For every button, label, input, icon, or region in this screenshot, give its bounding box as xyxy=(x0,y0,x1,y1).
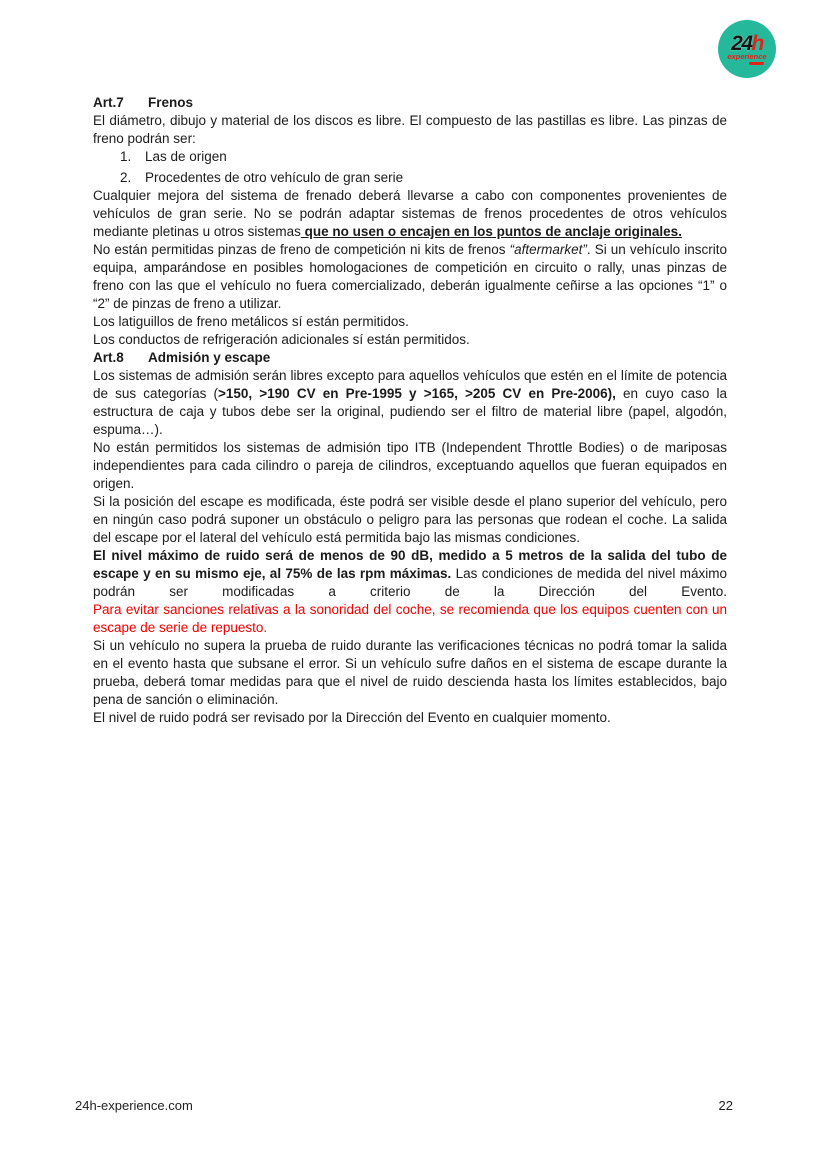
list-item-number: 1. xyxy=(120,149,132,164)
art8-paragraph-recomendacion-red: Para evitar sanciones relativas a la sonoridad del coche, se recomienda que los equipos cuenten con un escape de serie de repuesto. xyxy=(93,602,727,635)
art8-paragraph-ruido-maximo xyxy=(93,547,727,601)
footer-page-number: 22 xyxy=(718,1098,733,1113)
text-segment-bold-underline: que no usen o encajen en los puntos de anclaje originales. xyxy=(300,224,682,239)
art7-paragraph-pinzas xyxy=(93,241,727,313)
text-segment: Los sistemas de admisión serán libres excepto para aquellos vehículos que estén en el límite de potencia de sus categorías ( xyxy=(93,368,727,401)
heading-art7-title: Frenos xyxy=(148,95,194,110)
list-item xyxy=(93,169,727,187)
logo-squiggle-decoration xyxy=(749,62,764,65)
text-segment: en cuyo caso la estructura de caja y tubos debe ser la original, pudiendo ser el filtro de material libre (papel, algodón, espuma…). xyxy=(93,386,728,437)
art7-paragraph-intro: El diámetro, dibujo y material de los discos es libre. El compuesto de las pastillas es libre. Las pinzas de freno podrán ser: xyxy=(93,113,727,146)
logo-24: 24 xyxy=(731,31,752,55)
art8-paragraph-itb: No están permitidos los sistemas de admisión tipo ITB (Independent Throttle Bodies) o de mariposas independientes para cada cilindro o pareja de cilindros, exceptuando aquellos que fueran equipados en origen. xyxy=(93,440,727,491)
text-segment-bold: >150, >190 CV en Pre-1995 y >165, >205 CV en Pre-2006), xyxy=(217,386,616,401)
text-segment-italic: “aftermarket” xyxy=(509,242,587,257)
text-segment: No están permitidas pinzas de freno de competición ni kits de frenos xyxy=(93,242,510,257)
heading-art8-number: Art.8 xyxy=(93,350,124,365)
list-item xyxy=(93,148,727,166)
art7-numbered-list xyxy=(93,148,727,187)
art8-paragraph-prueba-ruido: Si un vehículo no supera la prueba de ruido durante las verificaciones técnicas no podrá tomar la salida en el evento hasta que subsane el error. Si un vehículo sufre daños en el sistema de escape durante la prueba, deberá tomar medidas para que el nivel de ruido descienda hasta los límites establecidos, bajo pena de sanción o eliminación. xyxy=(93,638,727,707)
art8-paragraph-revision: El nivel de ruido podrá ser revisado por la Dirección del Evento en cualquier momento. xyxy=(93,710,611,725)
24h-experience-logo-icon xyxy=(718,20,776,78)
heading-art7 xyxy=(93,94,727,112)
art8-paragraph-admision xyxy=(93,367,727,439)
text-segment-bold: El nivel máximo de ruido será de menos de 90 dB, medido a 5 metros de la salida del tubo de escape y en su mismo eje, al 75% de las rpm máximas. xyxy=(93,548,727,581)
text-segment: Las condiciones de medida del nivel máximo podrán ser modificadas a criterio de la Dirección del Evento. xyxy=(93,566,727,599)
text-segment: . Si un vehículo inscrito equipa, amparándose en posibles homologaciones de competición en circuito o rally, unas pinzas de freno con las que el vehículo no fuera comercializado, deberán igualmente ceñirse a las opciones “1” o “2” de pinzas de freno a utilizar. xyxy=(93,242,727,311)
logo-24h-text xyxy=(731,31,763,55)
heading-art7-number: Art.7 xyxy=(93,95,124,110)
art8-paragraph-escape-posicion: Si la posición del escape es modificada, éste podrá ser visible desde el plano superior del vehículo, pero en ningún caso podrá suponer un obstáculo o peligro para las personas que rodean el coche. La salida del escape por el lateral del vehículo está permitida bajo las mismas condiciones. xyxy=(93,494,727,545)
page-footer xyxy=(75,1098,733,1114)
heading-art8-title: Admisión y escape xyxy=(148,350,271,365)
logo-h: h xyxy=(751,31,763,55)
art7-paragraph-conductos: Los conductos de refrigeración adicionales sí están permitidos. xyxy=(93,332,470,347)
heading-art8 xyxy=(93,349,727,367)
list-item-text: Procedentes de otro vehículo de gran serie xyxy=(145,170,404,185)
logo-experience-text: experience xyxy=(727,51,767,61)
list-item-number: 2. xyxy=(120,170,132,185)
footer-website: 24h-experience.com xyxy=(75,1098,193,1113)
document-content xyxy=(93,94,727,727)
text-segment: Cualquier mejora del sistema de frenado deberá llevarse a cabo con componentes provenientes de vehículos de gran serie. No se podrán adaptar sistemas de frenos procedentes de otros vehículos mediante pletinas u otros sistemas xyxy=(93,188,727,239)
list-item-text: Las de origen xyxy=(145,149,227,164)
art7-paragraph-latiguillos: Los latiguillos de freno metálicos sí están permitidos. xyxy=(93,314,409,329)
art7-paragraph-mejora xyxy=(93,187,727,241)
